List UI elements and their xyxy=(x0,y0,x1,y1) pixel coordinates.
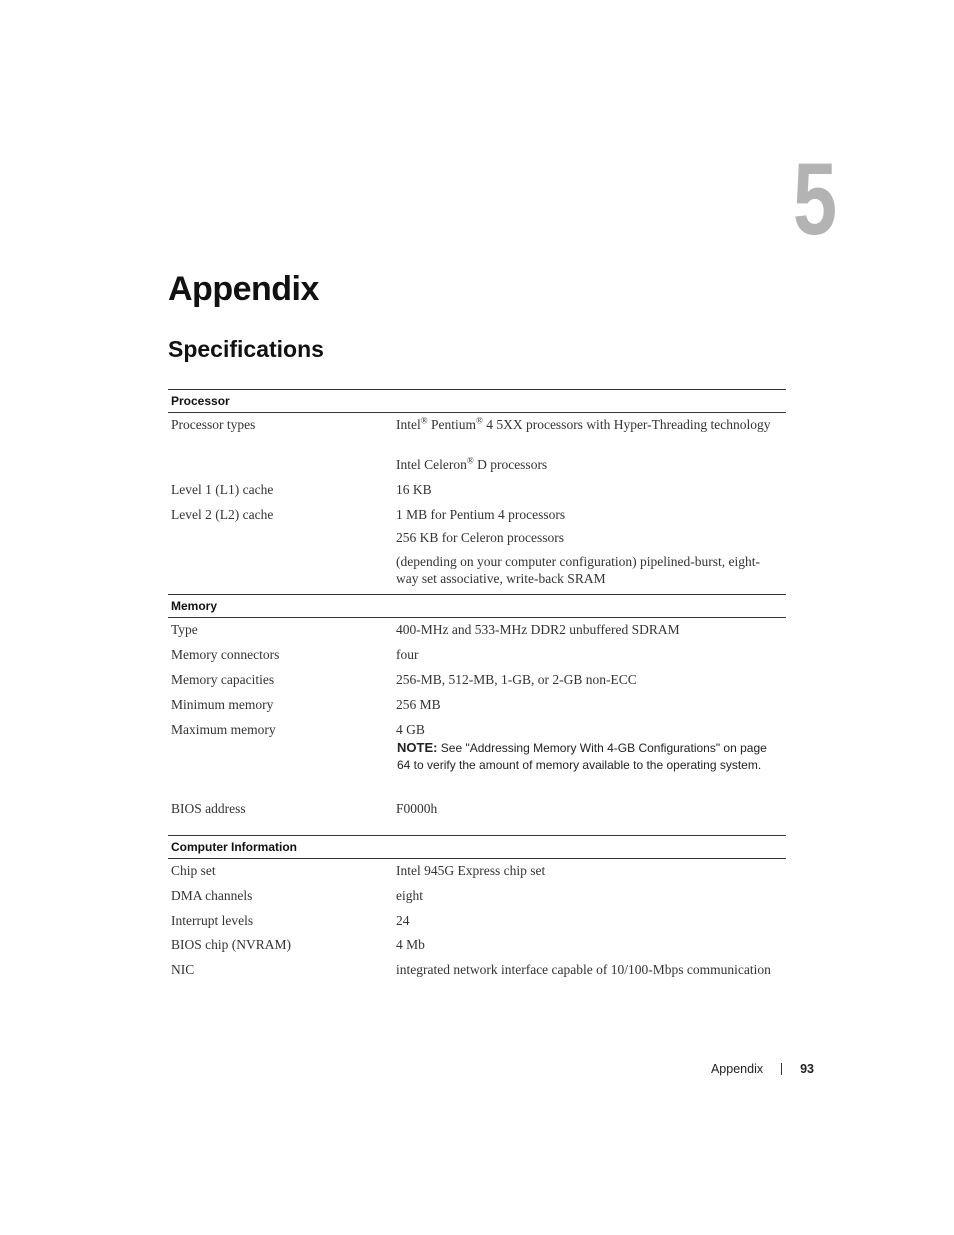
memory-type-label: Type xyxy=(171,622,198,637)
dma-channels-value: eight xyxy=(396,888,423,903)
l2-cache-value-2: 256 KB for Celeron processors xyxy=(396,530,564,545)
processor-types-label: Processor types xyxy=(171,417,256,432)
interrupt-levels-label: Interrupt levels xyxy=(171,913,254,928)
computer-info-spec-table xyxy=(168,835,786,1009)
processor-types-value-2: Intel Celeron® D processors xyxy=(396,455,548,472)
minimum-memory-value: 256 MB xyxy=(396,697,441,712)
computer-info-heading: Computer Information xyxy=(168,835,786,859)
memory-note xyxy=(397,739,772,774)
computer-info-rows xyxy=(168,859,786,1009)
interrupt-levels-value: 24 xyxy=(396,913,410,928)
nic-value: integrated network interface capable of 10/100-Mbps communication xyxy=(396,962,771,977)
processor-types-value-1: Intel® Pentium® 4 5XX processors with Hyper-Threading technology xyxy=(396,415,771,432)
l2-cache-label: Level 2 (L2) cache xyxy=(171,507,274,522)
memory-capacities-label: Memory capacities xyxy=(171,672,275,687)
nic-label: NIC xyxy=(171,962,195,977)
maximum-memory-value: 4 GB xyxy=(396,722,425,737)
chapter-number: 5 xyxy=(792,142,838,256)
maximum-memory-label: Maximum memory xyxy=(171,722,276,737)
l2-cache-value-3: (depending on your computer configuration) pipelined-burst, eight-way set associative, write-back SRAM xyxy=(396,554,761,586)
memory-spec-table xyxy=(168,594,786,828)
page-title: Appendix xyxy=(168,270,319,308)
section-title: Specifications xyxy=(168,336,324,362)
memory-capacities-value: 256-MB, 512-MB, 1-GB, or 2-GB non-ECC xyxy=(396,672,637,687)
page-number: 93 xyxy=(800,1062,814,1076)
dma-channels-label: DMA channels xyxy=(171,888,253,903)
memory-heading: Memory xyxy=(168,594,786,618)
footer-divider xyxy=(781,1063,782,1075)
memory-connectors-label: Memory connectors xyxy=(171,647,280,662)
bios-chip-value: 4 Mb xyxy=(396,937,425,952)
l2-cache-value-1: 1 MB for Pentium 4 processors xyxy=(396,507,566,522)
l1-cache-label: Level 1 (L1) cache xyxy=(171,482,274,497)
processor-heading: Processor xyxy=(168,389,786,413)
footer-section: Appendix xyxy=(710,1062,764,1076)
chip-set-value: Intel 945G Express chip set xyxy=(396,863,546,878)
note-label: NOTE: xyxy=(397,740,438,755)
memory-connectors-value: four xyxy=(396,647,419,662)
minimum-memory-label: Minimum memory xyxy=(171,697,274,712)
note-text: See "Addressing Memory With 4-GB Configurations" on page 64 to verify the amount of memory available to the operating system. xyxy=(397,741,767,772)
bios-address-value: F0000h xyxy=(396,801,438,816)
memory-type-value: 400-MHz and 533-MHz DDR2 unbuffered SDRAM xyxy=(396,622,680,637)
page-footer xyxy=(711,1062,814,1076)
l1-cache-value: 16 KB xyxy=(396,482,432,497)
bios-chip-label: BIOS chip (NVRAM) xyxy=(171,937,291,952)
chip-set-label: Chip set xyxy=(171,863,216,878)
memory-rows xyxy=(168,618,786,828)
bios-address-label: BIOS address xyxy=(171,801,246,816)
